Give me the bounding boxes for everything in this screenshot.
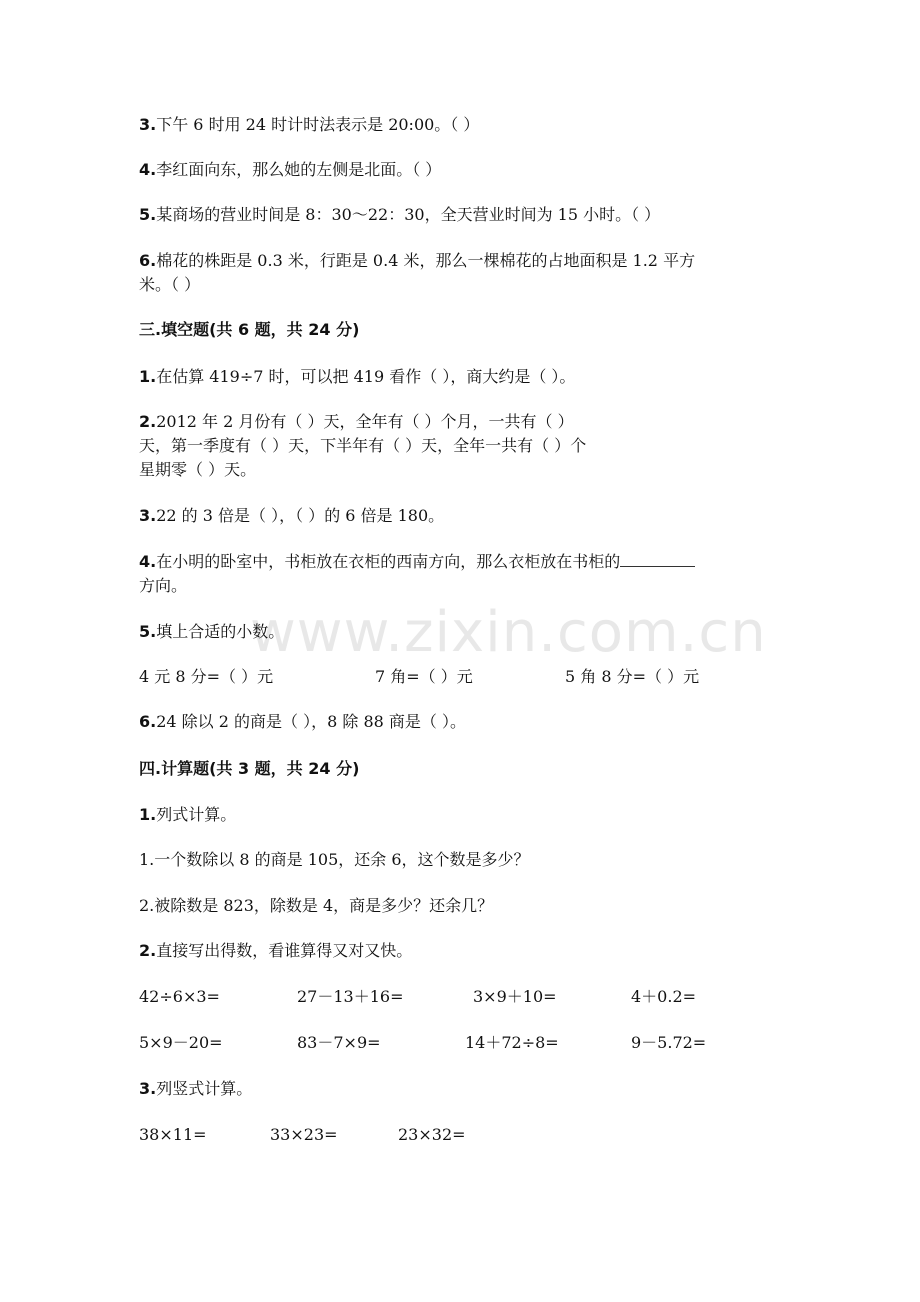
expression: 23×32=	[398, 1125, 466, 1144]
calc-item-1: 1.列式计算。	[139, 805, 237, 824]
fill-item-5: 5.填上合适的小数。	[139, 622, 285, 641]
fill-item-6: 6.24 除以 2 的商是（ ），8 除 88 商是（ ）。	[139, 712, 466, 731]
expression: 4＋0.2=	[631, 987, 697, 1006]
watermark: www.zixin.com.cn	[250, 600, 767, 665]
expression: 3×9＋10=	[473, 987, 557, 1006]
expression: 9－5.72=	[631, 1033, 707, 1052]
judge-item-3: 3.下午 6 时用 24 时计时法表示是 20:00。（ ）	[139, 115, 480, 134]
money-blank-2: 7 角=（ ）元	[375, 667, 473, 686]
section-4-title: 四.计算题(共 3 题，共 24 分)	[139, 759, 360, 778]
judge-item-6: 6.棉花的株距是 0.3 米，行距是 0.4 米，那么一棵棉花的占地面积是 1.2 平方	[139, 251, 696, 270]
answer-blank	[620, 552, 695, 567]
calc-sub-1: 1.一个数除以 8 的商是 105，还余 6，这个数是多少？	[139, 850, 530, 869]
expression: 42÷6×3=	[139, 987, 220, 1006]
fill-item-2: 2.2012 年 2 月份有（ ）天，全年有（ ）个月，一共有（ ）	[139, 412, 574, 431]
money-blank-3: 5 角 8 分=（ ）元	[565, 667, 700, 686]
expression: 38×11=	[139, 1125, 207, 1144]
expression: 33×23=	[270, 1125, 338, 1144]
calc-item-3: 3.列竖式计算。	[139, 1079, 253, 1098]
fill-item-4-line2: 方向。	[139, 576, 188, 595]
money-blank-1: 4 元 8 分=（ ）元	[139, 667, 274, 686]
calc-item-2: 2.直接写出得数，看谁算得又对又快。	[139, 941, 413, 960]
judge-item-5: 5.某商场的营业时间是 8：30～22：30，全天营业时间为 15 小时。（ ）	[139, 205, 661, 224]
expression: 27－13＋16=	[297, 987, 404, 1006]
judge-item-6-cont: 米。（ ）	[139, 275, 201, 294]
calc-sub-2: 2.被除数是 823，除数是 4，商是多少？还余几？	[139, 896, 494, 915]
expression: 5×9－20=	[139, 1033, 223, 1052]
fill-item-4: 4.在小明的卧室中，书柜放在衣柜的西南方向，那么衣柜放在书柜的	[139, 551, 695, 573]
expression: 83－7×9=	[297, 1033, 381, 1052]
fill-item-1: 1.在估算 419÷7 时，可以把 419 看作（ ），商大约是（ ）。	[139, 367, 576, 386]
fill-item-2-line3: 星期零（ ）天。	[139, 460, 257, 479]
expression: 14＋72÷8=	[465, 1033, 559, 1052]
fill-item-3: 3.22 的 3 倍是（ ），（ ）的 6 倍是 180。	[139, 506, 445, 525]
fill-item-2-line2: 天，第一季度有（ ）天，下半年有（ ）天，全年一共有（ ）个	[139, 436, 587, 455]
judge-item-4: 4.李红面向东，那么她的左侧是北面。（ ）	[139, 160, 442, 179]
section-3-title: 三.填空题(共 6 题，共 24 分)	[139, 320, 360, 339]
